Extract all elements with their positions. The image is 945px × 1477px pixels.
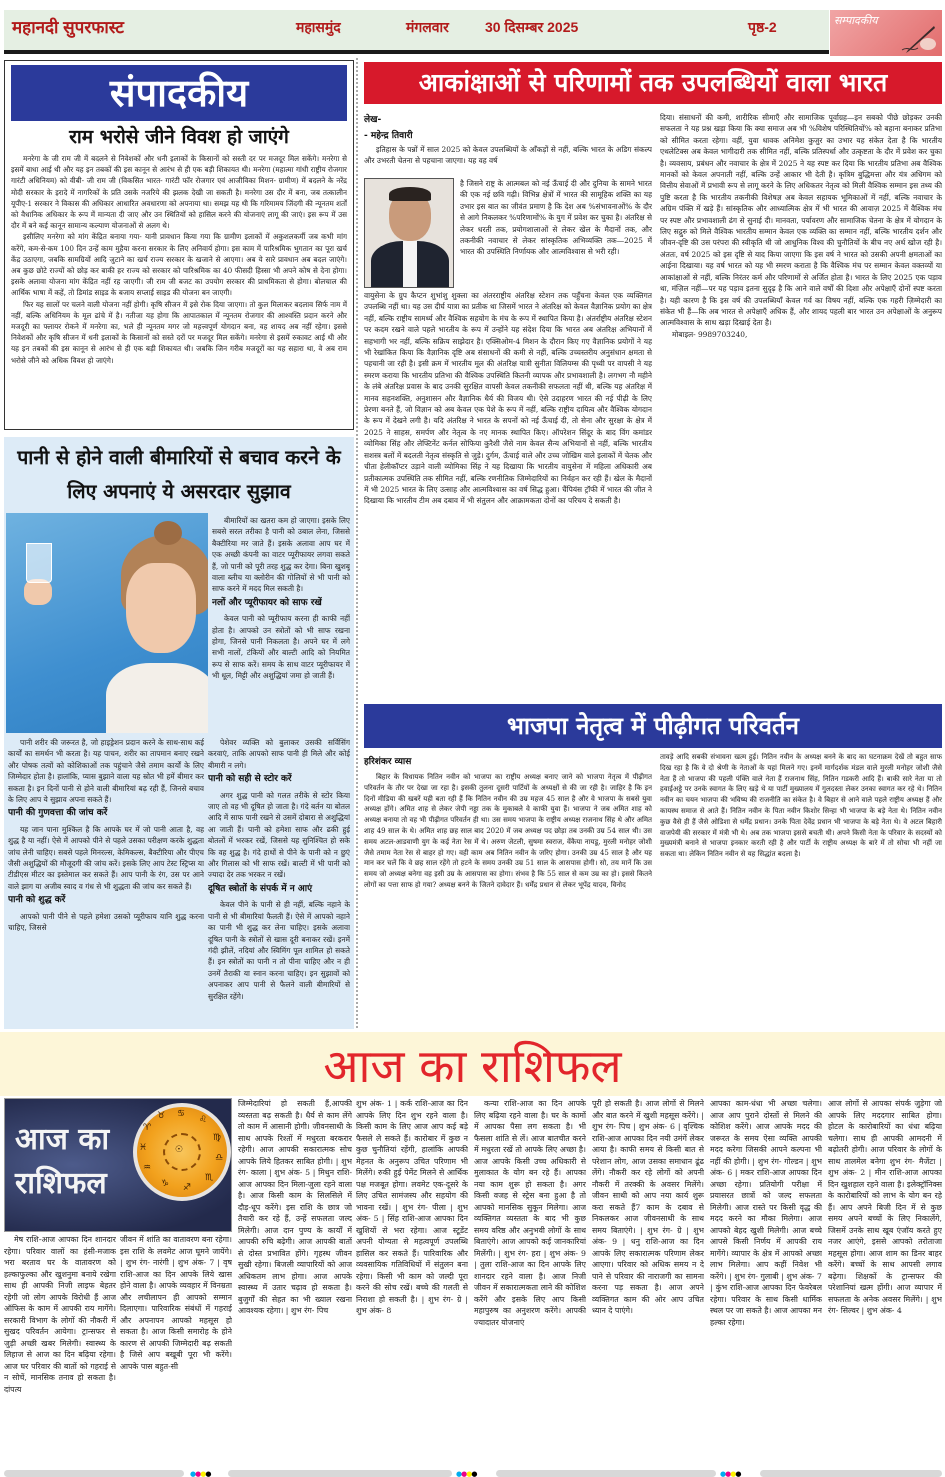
- editorial-paragraph: फिर यह सालों पर चलने वाली योजना नहीं होगी। कृषि सीजन में इसे रोक दिया जाएगा। तो कुल मिलाकर बदलाव सिर्फ नाम में नहीं, बल्कि अधिनियम के मूल ढांचे में है। नतीजा यह होगा कि आपातकाल में न्यूनतम रोजगार की आश्वस्ति प्रदान करने और मजदूरी का फ्लायर रोकने में मनरेगा का, भले ही न्यूनतम मगर जो महत्त्वपूर्ण योगदान बना, वह शायद अब नहीं रहेगा। इससे निवेशकों और कृषि सीजन में धनी इलाकों के किसानों को सस्ते दरों पर मजदूर मिल सकेंगे। मनरेगा से इसमें रुकावट आई थी और यह इन तबकों की इस कानून से आरंभ से ही एक बड़ी शिकायत थी। जबकि जिन गरीब मजदूरों का यह सहारा था, वे अब राम भरोसे जीने को अधिक विवश हो जाएंगे।: [11, 299, 347, 365]
- water-article: [4, 437, 354, 1029]
- rashifal-title: आज का राशिफल: [323, 1039, 622, 1093]
- editorial-section-title: संपादकीय: [11, 65, 347, 121]
- subheading: नलों और प्यूरीफायर को साफ रखें: [212, 597, 322, 608]
- author-name: - महेन्द्र तिवारी: [364, 131, 413, 141]
- woman-drinking-water-photo: [6, 513, 208, 733]
- section-logo: [830, 10, 942, 56]
- rashifal-image-text: राशिफल: [15, 1166, 107, 1201]
- pen-writing-icon: [898, 24, 938, 54]
- subheading: पानी की गुणवत्ता की जांच करें: [8, 808, 108, 819]
- rashifal-column: आपका काम-धंधा भी अच्छा चलेगा। आज आप पुराने दोस्तों से मिलने की कोशिश करेंगे। आज आपके मदद की जरूरत के समय ऐसा व्यक्ति आपकी मदद करेगा जिसकी आपने कल्पना भी नहीं की होगी। | शुभ रंग- गोल्डन | शुभ अंक- 6 | मकर राशि-आज आपका दिन अच्छा रहेगा। प्रतियोगी परीक्षा में प्रयासरत छात्रों को जल्द सफलता मिलेगी। आज रास्ते पर किसी वृद्ध की मदद करने का मौका मिलेगा। आज आपको बेहद खुशी मिलेगी। आज बच्चे आपसे किसी निर्णय में आपकी राय मागेंगे। व्यापार के क्षेत्र में आपको अच्छा लाभ मिलेगा। आप कहीं निवेश भी करेंगे। | शुभ रंग- गुलाबी | शुभ अंक- 7 | कुंभ राशि-आज आपका दिन फेवरेबल रहेगा। परिवार के साथ किसी धार्मिक स्थल पर जा सकते है। आज आपका मन हल्का रहेगा।: [710, 1099, 822, 1327]
- column-divider: [356, 58, 358, 1028]
- page-number: पृष्ठ-2: [748, 19, 777, 35]
- print-margin-bar: [760, 1470, 942, 1477]
- masthead: [0, 0, 945, 56]
- article-column: इतिहास के पन्नों में साल 2025 को केवल उपलब्धियों के आँकड़ों से नहीं, बल्कि भारत के अडिग संकल्प और उभरती चेतना से पहचाना जाएगा। यह वह वर्ष: [364, 145, 652, 166]
- editorial-paragraph: इसीलिए मनरेगा को मांग केंद्रित बनाया गया- यानी प्रावधान किया गया कि ग्रामीण इलाकों में अकुशलकर्मी जब कभी मांग करेंगे, कम-से-कम 100 दिन उन्हें काम मुहैया करना सरकार के लिए अनिवार्य होगा। इस काम में पारिश्रमिक भुगतान का पूरा खर्च केंद्र उठाएगा, जबकि सामग्रियों आदि जुटाने का खर्च राज्य सरकार के खजाने से आएगा। अब ये सारे प्रावधान अब बदल जाएंगे। अब कुछ छोटे राज्यों को छोड़ कर बाकी हर राज्य को सरकार को पारिश्रमिक का 40 फीसदी हिस्सा भी अपने कोष से देना होगा। इसके अलावा योजना मांग केंद्रित नहीं रह जाएगी। जी राम जी बजट का उपयोग सरकार की प्राथमिकता से होगा। बोलचाल की आर्थिक भाषा में कहें, तो डिमांड साइड के बजाय सप्लाई साइड की योजना बन जाएगी।: [11, 232, 347, 298]
- edition-day: मंगलवार: [406, 19, 449, 35]
- rashifal-column: शुभ अंक- 1 | कर्क राशि-आज का दिन आपके लिए दिन शुभ रहने वाला है। किसी काम के लिए आज आप कई बड़े फैसले ले सकते हैं। कारोबार में कुछ न कुछ चुनौतियां रहेंगी, हालांकि आपकी मेहनत के अनुरूप उचित परिणाम भी मिलेंगे। रुकी हुई पेमेंट मिलने से आर्थिक पक्ष मजबूत होगा। लवमेट एक-दूसरे के लिए उचित सामंजस्य और सहयोग की भावना रखें। | शुभ रंग- पीला | शुभ अंक- 5 | सिंह राशि-आज आपका दिन खुशियों से भरा रहेगा। आज स्टूडेंट अपनी योग्यता से महत्वपूर्ण उपलब्धि हासिल कर सकते हैं। पारिवारिक और व्यवसायिक गतिविधियों में संतुलन बना रहेगा। किसी भी काम को जल्दी पूरा करने की सोच रखें। बच्चे की गलती से निराशा हो सकती है। | शुभ रंग- ग्रे | शुभ अंक- 8: [356, 1099, 468, 1315]
- article-column: बिहार के विधायक नितिन नवीन को भाजपा का राष्ट्रीय अध्यक्ष बनाए जाने को भाजपा नेतृत्व में पीढ़ीगत परिवर्तन के तौर पर देखा जा रहा है। इसकी तुलना दूसरी पार्टियों के अध्यक्षों से की जा रही है। जाहिर है कि इन दिनों मीडिया की खबरें यही बता रही हैं कि नितिन नवीन की उम्र महज 45 साल है और वे भाजपा के सबसे युवा अध्यक्ष होंगे। अमित शाह से लेकर जेपी नड्डा तक के मुकाबले वे काफी युवा हैं। भाजपा ने जब अमित शाह को अध्यक्ष बनाया तो वह भी पीढ़ीगत परिवर्तन ही था। उस समय भाजपा के राष्ट्रीय अध्यक्ष राजनाथ सिंह थे और अमित शाह 49 साल के थे। अमित शाह छह साल बाद 2020 में जब अध्यक्ष पद छोड़ा तब उनकी उम्र 54 साल थी। उस समय अटल-आडवाणी युग के कई नेता रेस में थे। अरुण जेटली, सुषमा स्वराज, वेंकैया नायडू, मुरली मनोहर जोशी जैसे तमाम नेता रेस से बाहर हो गए। वही काम अब नितिन नवीन के जरिए होगा। उनकी उम्र 45 साल है और यह मान कर चलें कि वे छह साल रहेंगे तो हटने के समय उनकी उम्र 51 साल के आसपास होगी। सो, तय मानें कि उस समय जो अध्यक्ष बनेगा वह इसी उम्र के आसपास का होगा। संभव है कि 55 साल से कम उम्र का हो। इससे कितने लोगों का पत्ता साफ हो गया? अध्यक्ष बनने के जितने दावेदार हैं। धर्मेंद्र प्रधान से लेकर भूपेंद्र यादव, विनोद: [364, 773, 652, 889]
- editorial-headline: राम भरोसे जीने विवश हो जाएंगे: [69, 126, 289, 148]
- water-glass-icon: [26, 543, 52, 583]
- author-mobile: मोबाइल- 9989703240,: [672, 329, 748, 339]
- masthead-rule: [4, 50, 829, 54]
- section-logo-text: सम्पादकीय: [834, 14, 878, 27]
- author-photo: [364, 178, 454, 288]
- water-article-column: पेशेवर व्यक्ति को बुलाकर उसकी सर्विसिंग करवाएं, ताकि आपको साफ पानी ही मिले और कोई बीमारी न लगे। पानी को सही से स्टोर करें अगर शुद्ध पानी को गलत तरीके से स्टोर किया जाए तो वह भी दूषित हो जाता है। गंदे बर्तन या बोतल आदि में साफ पानी रखने से उसमें दोबारा से अशुद्धियां आ जाती हैं। पानी को हमेशा साफ और ढकी हुई बोतलों में भरकर रखें, जिससे यह सुनिश्चित हो सके कि वह शुद्ध है। गंदे हाथों से पीने के पानी को न छुएं और गिलास को भी साफ रखें। बाल्टी में भी पानी को ज्यादा देर तक भरकर न रखें। दूषित स्त्रोतों के संपर्क में न आएं केवल पीने के पानी से ही नहीं, बल्कि नहाने के पानी से भी बीमारियां फैलती हैं। ऐसे में आपको नहाने का पानी भी शुद्ध कर लेना चाहिए। इसके अलावा दूषित पानी के स्त्रोतों से खास दूरी बनाकर रखें। इनमें गंदी झीलें, नदियां और स्विमिंग पूल शामिल हो सकते हैं। इन स्त्रोतों का पानी न तो पीना चाहिए और न ही उनमें तैराकी या स्नान करना चाहिए। इन सुझावों को अपनाकर आप पानी से फैलने वाली बीमारियों से सुरक्षित रहेंगे।: [208, 738, 350, 1001]
- zodiac-wheel-icon: ♋ ♌ ♍ ♎ ♏ ♐ ♑ ♒ ♓ ♈ ♉ ☉: [133, 1103, 231, 1201]
- registration-marks: ●●●●: [720, 1470, 741, 1477]
- article-column: है जिसने राष्ट्र के आत्मबल को नई ऊँचाई दी और दुनिया के सामने भारत की एक नई छवि गढ़ी। विभिन्न क्षेत्रों में भारत की सामूहिक शक्ति का यह उभार इस बात का जीवंत प्रमाण है कि देश अब %संभावनाओं% के दौर से आगे निकलकर %परिणामों% के युग में प्रवेश कर चुका है। अंतरिक्ष से लेकर धरती तक, प्रयोगशालाओं से लेकर खेल के मैदानों तक, और तकनीकी नवाचार से लेकर सांस्कृतिक अभिव्यक्ति तक—2025 में भारत की उपस्थिति निर्णायक और आत्मविश्वास से भरी रही।: [460, 179, 652, 257]
- registration-marks: ●●●●: [190, 1470, 211, 1477]
- byline-label: लेख-: [364, 115, 382, 125]
- water-article-column: पानी शरीर की जरूरत है, जो हाइड्रेशन प्रदान करने के साथ-साथ कई कार्यों का समर्थन भी करता है। यह पाचन, शरीर का तापमान बनाए रखने और पोषक तत्वों को कोशिकाओं तक पहुंचाने जैसे तमाम कार्यों के लिए जिम्मेदार होता है। हालांकि, प्यास बुझाने वाला यह स्रोत भी हमें बीमार कर सकता है। इन दिनों पानी से होने वाली बीमारियां बढ़ रही हैं, जिनसे बचाव के लिए आप ये सुझाव अपना सकते हैं। पानी की गुणवत्ता की जांच करें यह जान पाना मुश्किल है कि आपके घर में जो पानी आता है, वह शुद्ध है या नहीं। ऐसे में आपको पीने से पहले उसका परीक्षण करके शुद्धता जांच लेनी चाहिए। सबसे पहले मिनरल्स, केमिकल्स, बैक्टीरिया और पीएच जैसी अशुद्धियों की मौजूदगी की जांच करें। इसके लिए आप टेस्ट स्ट्रिप्स या टीडीएस मीटर का इस्तेमाल कर सकते हैं। आप पानी के रंग, उस पर आने वाले झाग या अजीब स्वाद व गंध से भी शुद्धता की जांच कर सकते हैं। पानी को शुद्ध करें आपको पानी पीने से पहले हमेशा उसको प्यूरीफाय यानि शुद्ध करना चाहिए, जिससे: [8, 738, 204, 933]
- print-margin-bar: [496, 1470, 716, 1477]
- article-column: वायुसेना के ग्रुप कैप्टन शुभांशु शुक्ला का अंतरराष्ट्रीय अंतरिक्ष स्टेशन तक पहुँचना केवल एक व्यक्तिगत उपलब्धि नहीं था। यह उस दीर्घ यात्रा का प्रतीक था जिसमें भारत ने अंतरिक्ष को केवल वैज्ञानिक प्रयोग का क्षेत्र नहीं, बल्कि राष्ट्रीय सामर्थ्य और वैश्विक सहयोग के मंच के रूप में स्थापित किया है। अंतर्राष्ट्रीय अंतरिक्ष स्टेशन पर कदम रखने वाले पहले भारतीय के रूप में उन्होंने यह संदेश दिया कि भारत अब अंतरिक्ष अभियानों में सहभागी भर नहीं, बल्कि सक्रिय साझेदार है। एक्सिओम-4 मिशन के दौरान किए गए वैज्ञानिक प्रयोगों ने यह भी रेखांकित किया कि वैज्ञानिक दृष्टि अब संसाधनों की कमी से नहीं, बल्कि उच्चस्तरीय अनुसंधान क्षमता से पहचानी जा रही है। इसी क्रम में भारतीय मूल की अंतरिक्ष यात्री सुनीता विलियम्स की पृथ्वी पर वापसी ने यह स्मरण कराया कि भारतीय प्रतिभा की वैश्विक उपस्थिति कितनी व्यापक और प्रभावशाली है। लगभग नौ महीने के लंबे अंतरिक्ष प्रवास के बाद उनकी सुरक्षित वापसी केवल तकनीकी सफलता नहीं थी, बल्कि यह अंतरिक्ष में मानव सहनशक्ति, अनुशासन और वैज्ञानिक धैर्य की विजय थी। ऐसे उदाहरण भारत की नई पीढ़ी के लिए प्रेरणा बनते हैं, जो विज्ञान को अब केवल एक पेशे के रूप में नहीं, बल्कि राष्ट्रीय दायित्व और वैश्विक योगदान के रूप में देखने लगी है। यदि अंतरिक्ष ने भारत के सपनों को नई ऊँचाई दी, तो सेना और सुरक्षा के क्षेत्र में 2025 ने साहस, समर्पण और नेतृत्व के नए मानक स्थापित किए। ऑपरेशन सिंदूर के बाद विंग कमांडर व्योमिका सिंह और लेफ्टिनेंट कर्नल सोफिया कुरैशी जैसे नाम केवल सैन्य अभियानों से नहीं, बल्कि भारतीय सशस्त्र बलों में बदलती नेतृत्व संस्कृति से जुड़े। दुर्गम, ऊँचाई वाले और उच्च जोखिम वाले इलाकों में चेतक और चीता हेलीकॉप्टर उड़ाने वाली व्योमिका सिंह ने यह दिखाया कि भारतीय वायुसेना में महिला अधिकारी अब प्रतीकात्मक उपस्थिति तक सीमित नहीं, बल्कि रणनीतिक जिम्मेदारियों का निर्वहन कर रही हैं। खेल के मैदानों में भी 2025 भारत के लिए उत्साह और आत्मविश्वास का वर्ष सिद्ध हुआ। चैंपियंस ट्रॉफी में भारत की जीत ने दिखाया कि भारतीय टीम अब दबाव में भी संतुलन और आक्रामकता दोनों का परिचय दे सकती है।: [364, 291, 652, 506]
- newspaper-name: महानदी सुपरफास्ट: [12, 18, 124, 37]
- registration-marks: ●●●●: [456, 1470, 477, 1477]
- rashifal-column: पूरी हो सकती है। आज लोगों से मिलने और बात करने में खुशी महसूस करेंगे। | शुभ रंग- पिच | शुभ अंक- 6 | वृश्चिक राशि-आज आपका दिन नयी उमंगें लेकर आया है। काफी समय से किसी बात से परेशान लोग, आज उसका समाधान ढूंढ लेंगे। नौकरी कर रहे लोगों को अपनी नौकरी में तरक्की के अवसर मिलेंगे। जीवन साथी को आप नया कार्य शुरू करा सकते हैं7 काम के दबाव से निकलकर आज जीवनसाथी के साथ समय बिताएंगे। | शुभ रंग- ग्रे | शुभ अंक- 9 | धनु राशि-आज का दिन आपके लिए सकारात्मक परिणाम लेकर आएगा। परिवार को अधिक समय न दे पाने से परिवार की नाराजगी का सामना करना पड़ सकता है। आज अपने व्यक्तिगत काम की ओर आप उचित ध्यान दे पाएंगे।: [592, 1099, 704, 1315]
- editorial-paragraph: मनरेगा के जी राम जी में बदलने से निवेशकों और धनी इलाकों के किसानों को सस्ती दर पर मजदूर मिल सकेंगे। मनरेगा से इसमें बाधा आई थी और यह इन तबकों की इस कानून से आरंभ से ही एक बड़ी शिकायत थी। मनरेगा (महात्मा गांधी राष्ट्रीय रोजगार गारंटी अधिनियम) को वीबी- जी राम जी (विकसित भारत- गारंटी फॉर रोजगार एवं आजीविका मिशन- ग्रामीण) में बदलने के नरेंद्र मोदी सरकार के इरादे में नागरिकों के प्रति उसके नजरिये की झलक देखी जा सकती है। मनरेगा उस दौर में बना, जब तत्कालीन यूपीए-1 सरकार ने विकास की अधिकार आधारित अवधारणा को अपनाया था। समझ यह थी कि गरिमामय जिंदगी की न्यूनतम शर्तों को वैधानिक अधिकार के रूप में मान्यता दी जाए और उन स्थितियों को हासिल करने की योजनाएं लागू की जाएं। इस रूप में उस दौर में बने कई कानून सामान्य कल्याण योजनाओं से अलग थे।: [11, 154, 347, 231]
- bjp-article-headline: भाजपा नेतृत्व में पीढ़ीगत परिवर्तन: [364, 704, 942, 748]
- rashifal-image: [4, 1098, 232, 1232]
- article-column: दिया। संसाधनों की कमी, शारीरिक सीमाएँ और सामाजिक पूर्वाग्रह—इन सबको पीछे छोड़कर उनकी सफलता ने यह प्रश्न खड़ा किया कि क्या समाज अब भी %विशेष परिस्थितियों% को बहाना बनाकर प्रतिभा को सीमित करता रहेगा। वहीं, युवा धावक अनिमेश कुजुर का उभार यह संकेत देता है कि भारतीय एथलेटिक्स अब केवल भागीदारी तक सीमित नहीं, बल्कि प्रतिस्पर्धा और उत्कृष्टता के दौर में प्रवेश कर चुका है। व्यवसाय, प्रबंधन और नवाचार के क्षेत्र में 2025 ने यह स्पष्ट कर दिया कि भारतीय प्रतिभा अब वैश्विक मानकों को केवल अपनाती नहीं, बल्कि उन्हें आकार भी देती है। कृत्रिम बुद्धिमत्ता और यंत्र अधिगम को वित्तीय सेवाओं में प्रभावी रूप से लागू करने के लिए अधिकतर नेतृत्व को मिली वैश्विक सम्मान इस तथ्य की पुष्टि करता है कि भारतीय तकनीकी विशेषज्ञ अब केवल सहायक भूमिकाओं में नहीं, बल्कि नवाचार के अग्रिम पंक्ति में खड़े हैं। सांस्कृतिक और आध्यात्मिक क्षेत्र में भी भारत की आवाज़ 2025 में वैश्विक मंच पर स्पष्ट और प्रभावशाली ढंग से सुनाई दी। मानवता, पर्यावरण और सामाजिक चेतना के क्षेत्र में योगदान के लिए सद्गुरु को मिले वैश्विक भारतीय सम्मान केवल एक व्यक्ति का सम्मान नहीं, बल्कि भारतीय दर्शन और जीवन-दृष्टि की उस परंपरा की स्वीकृति थी जो आधुनिक विश्व की चुनौतियों के बीच नए अर्थ खोज रही है। अंततः, वर्ष 2025 को इस दृष्टि से याद किया जाएगा कि इस वर्ष ने भारत को उसकी अपनी क्षमताओं का आईना दिखाया। यह वर्ष भारत को यह भी स्मरण कराता है कि वैश्विक मंच पर सम्मान केवल वक्तव्यों या आकांक्षाओं से नहीं, बल्कि निरंतर कर्म और परिणामों से अर्जित होता है। भारत के लिए 2025 एक पड़ाव था, मंज़िल नहीं—पर यह पड़ाव इतना सुदृढ़ है कि आने वाले वर्षों की दिशा और अपेक्षाएँ दोनों स्पष्ट करता है। यही कारण है कि इस वर्ष की उपलब्धियाँ केवल गर्व का विषय नहीं, बल्कि एक गहरी ज़िम्मेदारी का संकेत भी हैं—कि अब भारत से अपेक्षाएँ अधिक हैं, और शायद पहली बार भारत उन अपेक्षाओं के अनुरूप आत्मविश्वास के साथ खड़ा दिखाई देता है। मोबाइल- 9989703240,: [660, 113, 942, 339]
- author-name: हरिशंकर व्यास: [364, 757, 412, 767]
- rashifal-column: मेष राशि-आज आपका दिन शानदार रहेगा। परिवार वालों का हंसी-मजाक भरा बरताव घर के वातावरण को हल्काफुल्का और खुशनुमा बनाये रखेगा साथ ही आपकी निजी लाइफ बेहतर रहेगी जो लोग आपके विरोधी हैं आज ऑफिस के काम में आपकी राय मागेंगे। सरकारी विभाग के लोगों की नौकरी में सुखद परिवर्तन आयेगा। ट्रान्सफर से जुड़ी अच्छी खबर मिलेगी। स्वास्थ्य के लिहाज से आज का दिन बढ़िया रहेगा। आज घर परिवार की बातों को गहराई से न सोचें, मानसिक तनाव हो सकता है। दांपत्य: [4, 1235, 116, 1394]
- achievements-headline: आकांक्षाओं से परिणामों तक उपलब्धियों वाला भारत: [364, 62, 942, 104]
- subheading: पानी को सही से स्टोर करें: [208, 774, 292, 785]
- print-margin-bar: [228, 1470, 452, 1477]
- article-column: तावड़े आदि सबकी संभावना खत्म हुई। नितिन नवीन के अध्यक्ष बनने के बाद का घटनाक्रम देखें तो बहुत साफ दिख रहा है कि वे दो श्रेणी के नेताओं के यहां मिलने गए। इनमें मार्गदर्शक मंडल वाले मुरली मनोहर जोशी जैसे नेता हैं तो भाजपा की पहली पंक्ति वाले नेता हैं राजनाथ सिंह, नितिन गडकरी आदि हैं। बाकी सारे नेता या तो हवाईअड्डे पर उनके स्वागत के लिए खड़े थे या पार्टी मुख्यालय में गुलदस्ता लेकर उनका स्वागत कर रहे थे। नितिन नवीन का चयन भाजपा की भविष्य की राजनीति का संकेत है। वे बिहार से आने वाले पहले राष्ट्रीय अध्यक्ष हैं और कायस्थ समाज से आते हैं। नितिन नवीन के पिता नवीन किशोर सिन्हा भी भाजपा के बड़े नेता थे। नितिन नवीन कुछ वैसे ही हैं जैसे ओडिशा से धर्मेंद्र प्रधान। उनके पिता देवेंद्र प्रधान भी भाजपा के बड़े नेता थे। वे अटल बिहारी वाजपेयी की सरकार में मंत्री भी थे। अब तक भाजपा इससे बचती थी। अपने किसी नेता के परिवार के सदस्यों को मुख्यमंत्री बनाने से भाजपा इनकार करती रही है और पार्टी के राष्ट्रीय अध्यक्ष के बारे में तो सोचा भी नहीं जा सकता था। लेकिन नितिन नवीन से यह सिद्धांत बदला है।: [660, 753, 942, 859]
- print-margin-bar: [4, 1470, 184, 1477]
- rashifal-column: जिम्मेदारियां हो सकती हैं,आपकी व्यस्तता बढ़ सकती है। धैर्य से काम लेंगे तो काम में आसानी होगी। जीवनसाथी के साथ आपके रिश्तों में मधुरता बरकरार रहेगी। आज आपकी सकारात्मक सोच आपके लिये हितकर साबित होगी। | शुभ रंग- काला | शुभ अंक- 5 | मिथुन राशि-आज आपका दिन मिला-जुला रहने वाला है। आज किसी काम के सिलसिले में दौड़-धूप करेंगे। इस राशि के छात्र जो तैयारी कर रहे हैं, उन्हें सफलता जल्द मिलेगी। आज दान पुण्य के कार्यों में आपकी रुचि बढ़ेगी। आज आपकी बातों से दोस्त प्रभावित होंगे। गृहस्थ जीवन सुखी रहेगा। बिजली व्यापारियों को आज अधिकतम लाभ होगा। आज आपके स्वास्थ्य में उतार चढ़ाव हो सकता है। बुजुर्गों की सेहत का भी ख्याल रखना आवश्यक रहेगा। | शुभ रंग- पिच: [238, 1099, 352, 1315]
- water-article-headline: पानी से होने वाली बीमारियों से बचाव करने के लिए अपनाएं ये असरदार सुझाव: [17, 446, 341, 503]
- editorial-section: [4, 60, 354, 430]
- edition-city: महासमुंद: [296, 19, 341, 35]
- edition-date: 30 दिसम्बर 2025: [485, 19, 579, 35]
- rashifal-column: आज लोगों से आपका संपर्क जुड़ेगा जो आपके लिए मददगार साबित होगा। होटल के कारोबारियों का धंधा बढ़िया चलेगा। साथ ही आपकी आमदनी में बढ़ोतरी होगी। आज परिवार के लोगों के साथ तालमेल बनेगा शुभ रंग- मैजेंटा | शुभ अंक- 2 | मीन राशि-आज आपका दिन खुशहाल रहने वाला है। इलेक्ट्रॉनिक्स के कारोबारियों को लाभ के योग बन रहे हैं। आप अपने बिजी दिन में से कुछ समय अपने बच्चों के लिए निकालेंगे, जिसमें उनके साथ खूब एंजॉय करते हुए नजर आएंगे, इससे आपको तरोताजा महसूस होगा। आज शाम का डिनर बाहर करेंगे। बच्चों के साथ आपसी लगाव बढ़ेगा। शिक्षकों के ट्रान्सफर की परेशानियां खत्म होंगी। आज व्यापार में सफलता के अनेक अवसर मिलेंगे। | शुभ रंग- सिल्वर | शुभ अंक- 4: [828, 1099, 942, 1315]
- editorial-body: [11, 153, 347, 425]
- water-article-column: बीमारियों का खतरा कम हो जाएगा। इसके लिए सबसे सरल तरीका है पानी को उबाल लेना, जिससे बैक्टीरिया मर जाते हैं। इसके अलावा आप घर में एक अच्छी कंपनी का वाटर प्यूरीफायर लगवा सकते हैं, जो पानी को पूरी तरह शुद्ध कर देगा। बिना खुशबू वाला ब्लीच या क्लोरीन की गोलियों से भी पानी को साफ करने में मदद मिल सकती है। नलों और प्यूरीफायर को साफ रखें केवल पानी को प्यूरीफाय करना ही काफी नहीं होता है। आपको उन स्त्रोतों को भी साफ रखना होगा, जिनसे पानी निकलता है। अपने घर में लगे सभी नालों, टंकियों और बाल्टी आदि को नियमित रूप से साफ करें। समय के साथ वाटर प्यूरीफायर में भी धूल, मिट्टी और अशुद्धियां जमा हो जाती हैं।: [212, 516, 350, 681]
- subheading: पानी को शुद्ध करें: [8, 895, 66, 906]
- rashifal-column: कन्या राशि-आज का दिन आपके लिए बढ़िया रहने वाला है। घर के कामों में आपका पैसा लग सकता है। भी फैसला शांति से लें। आज बातचीत करने में मधुरता रखें तो आपके लिए अच्छा है। आज आपके किसी उच्च अधिकारी से मुलाकात के योग बन रहे हैं। आपका नया काम शुरू हो सकता है। अगर किसी वजह से स्ट्रेस बना हुआ है तो आपको मानसिक सुकून मिलेगा। आज व्यक्तिगत व्यस्तता के बाद भी कुछ समय वरिष्ठ और अनुभवी लोगों के साथ बिताएंगे। आज आपको कई जानकारियां मिलेंगी। | शुभ रंग- हरा | शुभ अंक- 9 | तुला राशि-आज का दिन आपके लिए शानदार रहने वाला है। आज निजी जीवन में सकारात्मकता लाने की कोशिश करेंगे और इसके लिए आप किसी महापुरुष का अनुशरण करेंगे। आपकी ज्यादातर योजनाएं: [474, 1099, 586, 1327]
- rashifal-image-text: आज का: [15, 1122, 110, 1157]
- subheading: दूषित स्त्रोतों के संपर्क में न आएं: [208, 883, 313, 894]
- rashifal-column: जीवन में शांति का वातावरण बना रहेगा। इस राशि के लवमेट आज घूमने जायेंगे। | शुभ रंग- नारंगी | शुभ अंक- 7 | वृष राशि-आज का दिन आपके लिये खास होने वाला है। आपके व्यवहार में विनम्रता और लचीलापन ही आपको सम्मान दिलाएगा। पारिवारिक संबंधों में गहराई और अपनापन आपको महसूस हो सकता है। आज किसी समारोह के होने कारण से आपकी जिम्मेदारी बढ़ सकती है जिसे आप बखूबी पूरा भी करेंगे। आपके पास बहुत-सी: [120, 1235, 232, 1371]
